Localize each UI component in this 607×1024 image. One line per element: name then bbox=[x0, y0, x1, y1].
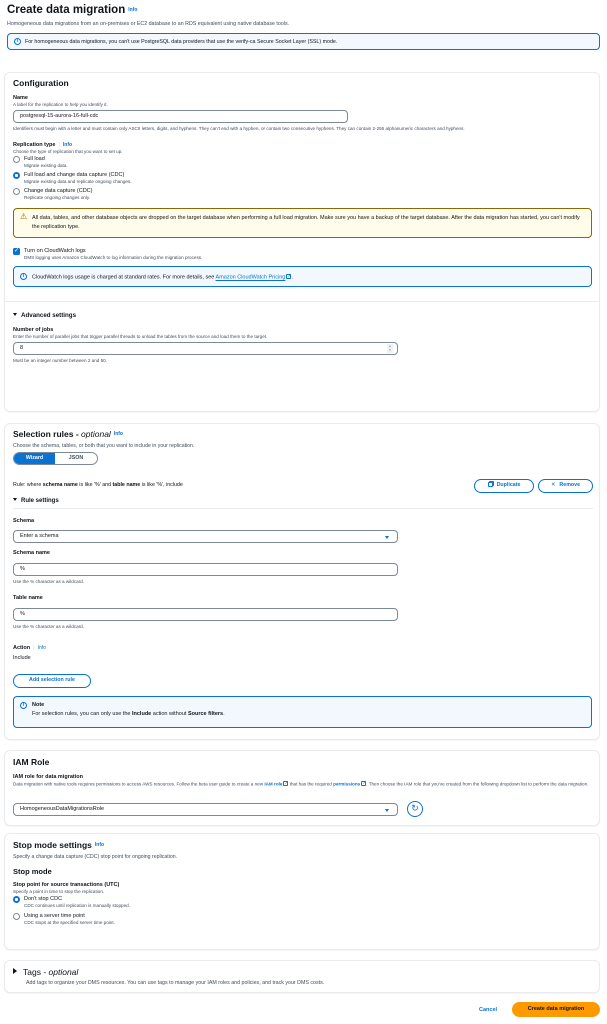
radio-full-load-cdc[interactable] bbox=[13, 172, 20, 179]
radio-dont-stop-cdc-description: CDC continues until replication is manually stopped. bbox=[24, 903, 130, 908]
duplicate-button[interactable]: Duplicate bbox=[474, 479, 534, 493]
configuration-title: Configuration bbox=[13, 78, 69, 88]
radio-full-load-description: Migrate existing data. bbox=[24, 163, 68, 168]
tags-description: Add tags to organize your DMS resources. You can use tags to manage your IAM roles and policies, and track your DMS costs. bbox=[26, 980, 325, 986]
caret-down-icon bbox=[13, 498, 17, 501]
radio-server-time-point-description: CDC stops at the specified server time point. bbox=[24, 920, 115, 925]
info-icon: i bbox=[14, 38, 21, 45]
schema-name-constraint: Use the % character as a wildcard. bbox=[13, 579, 84, 584]
selection-rules-description: Choose the schema, tables, or both that you want to include in your replication. bbox=[13, 443, 195, 449]
schema-label: Schema bbox=[13, 518, 35, 524]
radio-full-load-cdc-label[interactable]: Full load and change data capture (CDC) bbox=[24, 172, 125, 178]
external-link-icon bbox=[286, 274, 291, 279]
tags-toggle[interactable]: Tags - optional bbox=[13, 967, 78, 977]
mode-toggle bbox=[13, 452, 98, 465]
stop-mode-info-link[interactable]: Info bbox=[94, 842, 105, 848]
radio-server-time-point-label[interactable]: Using a server time point bbox=[24, 913, 85, 919]
radio-cdc[interactable] bbox=[13, 188, 20, 195]
jobs-constraint: Must be an integer number between 2 and 50. bbox=[13, 358, 107, 363]
info-link[interactable]: Info bbox=[128, 7, 138, 13]
cloudwatch-label[interactable]: Turn on CloudWatch logs bbox=[24, 248, 86, 254]
tab-json[interactable]: JSON bbox=[68, 455, 84, 461]
rule-settings-toggle[interactable]: Rule settings bbox=[13, 498, 59, 504]
radio-cdc-label[interactable]: Change data capture (CDC) bbox=[24, 188, 93, 194]
action-info-link[interactable]: Info bbox=[37, 645, 46, 651]
advanced-settings-toggle[interactable]: Advanced settings bbox=[13, 312, 76, 319]
rule-summary: Rule: where schema name is like '%' and table name is like '%', include bbox=[13, 482, 183, 488]
action-value: Include bbox=[13, 655, 31, 661]
caret-down-icon bbox=[13, 313, 17, 316]
jobs-label: Number of jobs bbox=[13, 327, 54, 333]
table-name-label: Table name bbox=[13, 595, 43, 601]
stop-mode-subtitle: Stop mode bbox=[13, 867, 52, 876]
selection-rules-panel bbox=[4, 423, 600, 740]
divider bbox=[13, 508, 593, 509]
cloudwatch-pricing-link[interactable]: Amazon CloudWatch Pricing bbox=[215, 274, 286, 281]
iam-role-title: IAM Role bbox=[13, 757, 50, 767]
replication-type-info-link[interactable]: Info bbox=[62, 142, 73, 148]
note-title: Note bbox=[32, 702, 45, 708]
jobs-input[interactable]: 8 ▴ ▾ bbox=[13, 342, 398, 355]
schema-name-label: Schema name bbox=[13, 550, 50, 556]
action-label: Action | Info bbox=[13, 645, 46, 651]
page-title: Create data migration Info bbox=[7, 4, 138, 16]
stop-point-description: Specify a point in time to stop the replication. bbox=[13, 889, 105, 894]
radio-dont-stop-cdc[interactable] bbox=[13, 896, 20, 903]
full-load-warning-alert bbox=[13, 208, 592, 238]
refresh-button[interactable] bbox=[407, 801, 423, 817]
cloudwatch-description: DMS logging uses Amazon CloudWatch to log information during the migration process. bbox=[24, 255, 203, 260]
stop-mode-panel bbox=[4, 833, 600, 950]
stop-mode-title: Stop mode settings $^{Info}$ bbox=[13, 840, 105, 850]
cloudwatch-alert-text: CloudWatch logs usage is charged at standard rates. For more details, see Amazon CloudWatch Pricing↗ . bbox=[32, 274, 293, 281]
configuration-panel bbox=[4, 72, 600, 412]
schema-select[interactable]: Enter a schema bbox=[13, 530, 398, 543]
jobs-description: Enter the number of parallel jobs that trigger parallel threads to unload the tables from the source and load them to the target. bbox=[13, 334, 268, 339]
iam-role-label: IAM role for data migration bbox=[13, 774, 83, 780]
warning-icon: ⚠ bbox=[20, 212, 28, 221]
ssl-alert-text: For homogeneous data migrations, you can't use PostgreSQL data providers that use the verify-ca Secure Socket Layer (SSL) mode. bbox=[25, 39, 338, 45]
tags-panel bbox=[4, 960, 600, 993]
name-label: Name bbox=[13, 95, 28, 101]
refresh-icon: ↻ bbox=[411, 803, 419, 813]
name-constraint: Identifiers must begin with a letter and must contain only ASCII letters, digits, and hyphens. They can't end with a hyphen, or contain two consecutive hyphens. They can contain 2-255 alphanumeric characters and hyphens. bbox=[13, 126, 465, 131]
radio-server-time-point[interactable] bbox=[13, 913, 20, 920]
table-name-constraint: Use the % character as a wildcard. bbox=[13, 624, 84, 629]
create-data-migration-button[interactable]: Create data migration bbox=[512, 1002, 600, 1017]
ssl-info-alert bbox=[7, 33, 600, 50]
caret-down-icon bbox=[385, 536, 389, 539]
stop-mode-description: Specify a change data capture (CDC) stop point for ongoing replication. bbox=[13, 854, 178, 860]
copy-icon bbox=[488, 482, 493, 487]
iam-role-description: Data migration with native tools requires permissions to access AWS resources. Follow the beta user guide to create a new IAM role↗ that has the required permissions↗ . Then choose the IAM role that you've created from the following dropdown list to perform the data migration. bbox=[13, 781, 593, 788]
page-subtitle: Homogeneous data migrations from an on-premises or EC2 database to an RDS equivalent using native database tools. bbox=[7, 21, 290, 27]
cloudwatch-checkbox[interactable]: ✓ bbox=[13, 248, 20, 254]
external-link-icon bbox=[361, 781, 366, 786]
radio-dont-stop-cdc-label[interactable]: Don't stop CDC bbox=[24, 896, 63, 902]
replication-type-label: Replication type | Info bbox=[13, 142, 73, 148]
caret-down-icon bbox=[385, 809, 389, 812]
stepper-icon[interactable]: ▴ ▾ bbox=[387, 344, 393, 353]
warning-text: All data, tables, and other database objects are dropped on the target database when performing a full load migration. Make sure you have a backup of the target database. After the data migration has started, you can't modify the replication type. bbox=[32, 215, 580, 230]
radio-full-load[interactable] bbox=[13, 156, 20, 163]
table-name-input[interactable]: % bbox=[13, 608, 398, 621]
radio-full-load-label[interactable]: Full load bbox=[24, 156, 45, 162]
radio-cdc-description: Replicate ongoing changes only. bbox=[24, 195, 91, 200]
info-icon: i bbox=[20, 273, 27, 280]
selection-rules-title: Selection rules - optional $^{Info}$ bbox=[13, 429, 123, 439]
external-link-icon bbox=[283, 781, 288, 786]
name-input[interactable]: postgresql-15-aurora-16-full-cdc bbox=[13, 110, 348, 123]
cloudwatch-info-alert bbox=[13, 266, 592, 287]
info-icon: i bbox=[20, 702, 27, 709]
iam-role-link[interactable]: IAM role bbox=[264, 781, 283, 787]
caret-right-icon bbox=[13, 968, 17, 974]
iam-role-panel bbox=[4, 750, 600, 826]
add-selection-rule-button[interactable]: Add selection rule bbox=[13, 674, 91, 688]
remove-button[interactable]: ✕ Remove bbox=[538, 479, 593, 493]
selection-note-alert bbox=[13, 696, 592, 728]
close-icon: ✕ bbox=[550, 482, 556, 488]
cancel-button[interactable]: Cancel bbox=[479, 1007, 498, 1013]
radio-full-load-cdc-description: Migrate existing data and replicate ongoing changes. bbox=[24, 179, 132, 184]
permissions-link[interactable]: permissions bbox=[333, 781, 361, 787]
note-text: For selection rules, you can only use the Include action without Source filters. bbox=[32, 711, 225, 717]
stop-point-label: Stop point for source transactions (UTC) bbox=[13, 882, 120, 888]
replication-type-description: Choose the type of replication that you want to set up. bbox=[13, 149, 123, 154]
iam-role-select[interactable]: HomogeneousDataMigrationsRole bbox=[13, 803, 398, 816]
schema-name-input[interactable]: % bbox=[13, 563, 398, 576]
selection-rules-info-link[interactable]: Info bbox=[113, 431, 123, 437]
divider bbox=[5, 301, 599, 302]
name-description: A label for the replication to help you identify it. bbox=[13, 102, 108, 107]
tab-wizard[interactable]: Wizard bbox=[14, 453, 55, 464]
